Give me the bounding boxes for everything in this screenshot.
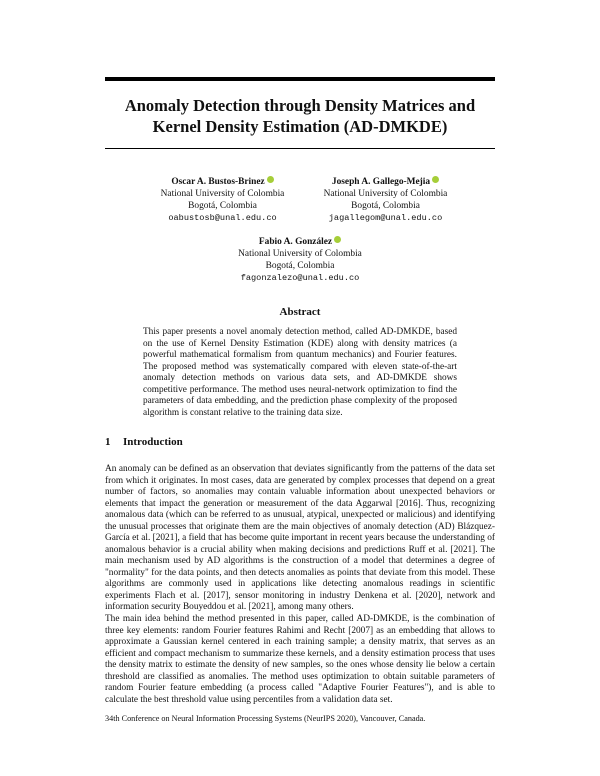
orcid-icon[interactable] [432,176,439,183]
author-location: Bogotá, Colombia [188,201,257,211]
title-line-1: Anomaly Detection through Density Matrices and [124,96,476,115]
conference-footnote: 34th Conference on Neural Information Processing Systems (NeurIPS 2020), Vancouver, Canada. [105,714,426,723]
abstract-heading: Abstract [279,306,321,318]
title-bottom-rule [105,148,495,149]
intro-paragraph-1: An anomaly can be defined as an observation that deviates significantly from the patterns of the data set from which it originates. In most cases, data are generated by complex processes that depend on a great number of factors, so anomalies may contain valuable information about unexpected behaviors or elements that impact the generation or measurement of the data Aggarwal [2016]. Thus, recognizing anomalous data (which can be referred to as unusual, atypical, unexpected or malicious) and identifying the unusual processes that originate them are the main objectives of anomaly detection (AD) Blázquez-García et al. [2021], a field that has become quite important in recent years because the understanding of anomalous behavior is a crucial ability when making decisions and predictions Ruff et al. [2021]. The main mechanism used by AD algorithms is the construction of a model that determines a degree of "normality" for the data points, and then detects anomalies as points that deviate from this model. These algorithms are commonly used in applications like detecting anomalous readings in scientific experiments Flach et al. [2017], sensor monitoring in industry Denkena et al. [2020], network and information security Bouyeddou et al. [2021], among many others. [105,464,495,612]
section-title: Introduction [123,436,183,448]
author-block-3 [210,236,390,284]
section-heading-introduction [105,436,183,448]
author-block-2 [303,176,468,224]
author-affiliation: National University of Colombia [238,249,362,259]
author-affiliation: National University of Colombia [323,189,448,199]
intro-paragraph-2: The main idea behind the method presented in this paper, called AD-DMKDE, is the combination of three key elements: random Fourier features Rahimi and Recht [2007] as an embedding that allows to approximate a Gaussian kernel centered in each training sample; a density matrix, that serves as an efficient and compact mechanism to summarize these kernels, and a density estimation process that uses the density matrix to estimate the density of new samples, so the ones whose density lie below a certain threshold are classified as anomalies. The method uses optimization to obtain suitable parameters of random Fourier feature embedding (a process called "Adaptive Fourier Features"), and is able to calculate the best threshold value using percentiles from a validation data set. [105,614,495,705]
author-name: Fabio A. González [258,237,333,247]
title-line-2: Kernel Density Estimation (AD-DMKDE) [152,117,448,136]
section-number: 1 [105,436,111,448]
orcid-icon[interactable] [334,236,341,243]
abstract-text: This paper presents a novel anomaly detection method, called AD-DMKDE, based on the use of Kernel Density Estimation (KDE) along with density matrices (a powerful mathematical formalism from quantum mechanics) and Fourier features. The proposed method was systematically compared with eleven state-of-the-art anomaly detection methods on various data sets, and AD-DMKDE shows competitive performance. The method uses neural-network optimization to find the parameters of data embedding, and the prediction phase complexity of the proposed algorithm is constant relative to the training data size. [143,327,457,418]
paper-title [105,95,495,137]
author-location: Bogotá, Colombia [351,201,420,211]
author-location: Bogotá, Colombia [265,261,335,271]
author-name: Joseph A. Gallego-Mejia [331,177,431,187]
author-affiliation: National University of Colombia [160,189,285,199]
author-name: Oscar A. Bustos-Brinez [171,177,265,187]
orcid-icon[interactable] [267,176,274,183]
author-block-1 [140,176,305,224]
author-email: jagallegom@unal.edu.co [328,213,443,223]
title-top-rule [105,77,495,81]
author-email: oabustosb@unal.edu.co [168,213,277,223]
author-email: fagonzalezo@unal.edu.co [240,273,360,283]
